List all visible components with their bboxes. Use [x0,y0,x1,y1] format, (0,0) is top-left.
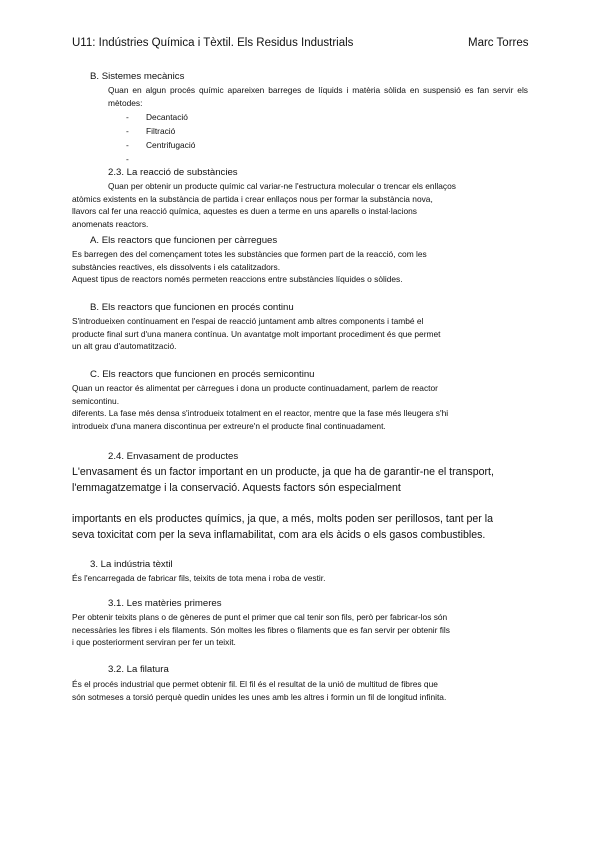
heading-reactors-continu: B. Els reactors que funcionen en procés continu [90,302,294,313]
header-title: U11: Indústries Química i Tèxtil. Els Residus Industrials [72,37,354,49]
para-reactors-semicontinu: Quan un reactor és alimentat per càrregues i dona un producte continuadament, parlem de reactor semicontinu. diferents. La fase més densa s'introdueix totalment en el reactor, mentre que la fase més lleugera s'hi introdueix d'una manera discontinua per extreure'n el producte final continuadament. [72,383,449,431]
para-envasament-1: L'envasament és un factor important en un producte, ja que ha de garantir-ne el transport, l'emmagatzematge i la conservació. Aquests factors són especialment [72,466,494,494]
document-page: U11: Indústries Química i Tèxtil. Els Residus Industrials Marc Torres B. Sistemes mecànics Quan en algun procés químic apareixen barreges de líquids i matèria sòlida en suspensió es fan servir els mètodes: - Decantació - Filtració - Centrifugació - 2.3. La reacció de substàncies Quan per obtenir un producte químic cal variar-ne l'estructura molecular o trencar els enllaços atòmics existents en la substància de partida i crear enllaços nous per formar la substància nova, llavors cal fer una reacció química, aquestes es duen a terme en uns aparells o instal·lacions anomenats reactors. A. Els reactors que funcionen per càrregues Es barregen des del començament totes les substàncies que formen part de la reacció, com les substàncies reactives, els dissolvents i els catalitzadors. Aquest tipus de reactors només permeten reaccions entre substàncies líquides o sòlides. B. Els reactors que funcionen en procés continu S'introdueixen contínuament en l'espai de reacció juntament amb altres components i també el producte final surt d'una manera contínua. Un avantatge molt important procediment és que permet un alt grau d'automatització. C. Els reactors que funcionen en procés semicontinu Quan un reactor és alimentat per càrregues i dona un producte continuadament, parlem de reactor semicontinu. diferents. La fase més densa s'introdueix totalment en el reactor, mentre que la fase més lleugera s'hi introdueix d'una manera discontinua per extreure'n el producte final continuadament. 2.4. Envasament de productes L'envasament és un factor important en un producte, ja que ha de garantir-ne el transport, l'emmagatzematge i la conservació. Aquests factors són especialment importants en els productes químics, ja que, a més, molts poden ser perillosos, tant per la seva toxicitat com per la seva inflamabilitat, com ara els àcids o els gasos combustibles. 3. La indústria tèxtil És l'encarregada de fabricar fils, teixits de tota mena i roba de vestir. 3.1. Les matèries primeres Per obtenir teixits plans o de gèneres de punt el primer que cal tenir son fils, però per fabricar-los són necessàries les fibres i els filaments. Són moltes les fibres o filaments que es fan servir per obtenir fils i que posteriorment serviran per fer un teixit. 3.2. La filatura És el procés industrial que permet obtenir fil. El fil és el resultat de la unió de multitud de fibres que són sotmeses a torsió perquè quedin unides les unes amb les altres i formin un fil de longitud infinita. [72,37,529,702]
heading-reaccio-substancies: 2.3. La reacció de substàncies [108,167,238,178]
para-reactors-continu: S'introdueixen contínuament en l'espai de reacció juntament amb altres components i també el producte final surt d'una manera contínua. Un avantatge molt important procediment és que permet un alt grau d'automatització. [72,316,441,352]
heading-materies-primeres: 3.1. Les matèries primeres [108,598,222,609]
para-sistemes-mecanics: Quan en algun procés químic apareixen barreges de líquids i matèria sòlida en suspensió es fan servir els mètodes: [108,85,528,108]
heading-envasament: 2.4. Envasament de productes [108,451,239,462]
heading-filatura: 3.2. La filatura [108,664,169,675]
para-industria-textil: És l'encarregada de fabricar fils, teixits de tota mena i roba de vestir. [72,573,326,583]
heading-reactors-carregues: A. Els reactors que funcionen per càrregues [90,235,278,246]
para-envasament-2: importants en els productes químics, ja que, a més, molts poden ser perillosos, tant per la seva toxicitat com per la seva inflamabilitat, com ara els àcids o els gasos combustibles. [72,513,494,541]
heading-industria-textil: 3. La indústria tèxtil [90,559,173,570]
heading-sistemes-mecanics: B. Sistemes mecànics [90,71,185,82]
heading-reactors-semicontinu: C. Els reactors que funcionen en procés semicontinu [90,369,315,380]
para-reaccio-substancies: Quan per obtenir un producte químic cal variar-ne l'estructura molecular o trencar els enllaços atòmics existents en la substància de partida i crear enllaços nous per formar la substància nova, llavors cal fer una reacció química, aquestes es duen a terme en uns aparells o instal·lacions anomenats reactors. [72,181,456,229]
para-materies-primeres: Per obtenir teixits plans o de gèneres de punt el primer que cal tenir son fils, però per fabricar-los són necessàries les fibres i els filaments. Són moltes les fibres o filaments que es fan servir per obtenir fils i que posteriorment serviran per fer un teixit. [72,612,450,648]
para-reactors-carregues: Es barregen des del començament totes les substàncies que formen part de la reacció, com les substàncies reactives, els dissolvents i els catalitzadors. Aquest tipus de reactors només permeten reaccions entre substàncies líquides o sòlides. [72,249,427,285]
header-author: Marc Torres [468,37,529,49]
para-filatura: És el procés industrial que permet obtenir fil. El fil és el resultat de la unió de multitud de fibres que són sotmeses a torsió perquè quedin unides les unes amb les altres i formin un fil de longitud infinita. [72,679,447,702]
